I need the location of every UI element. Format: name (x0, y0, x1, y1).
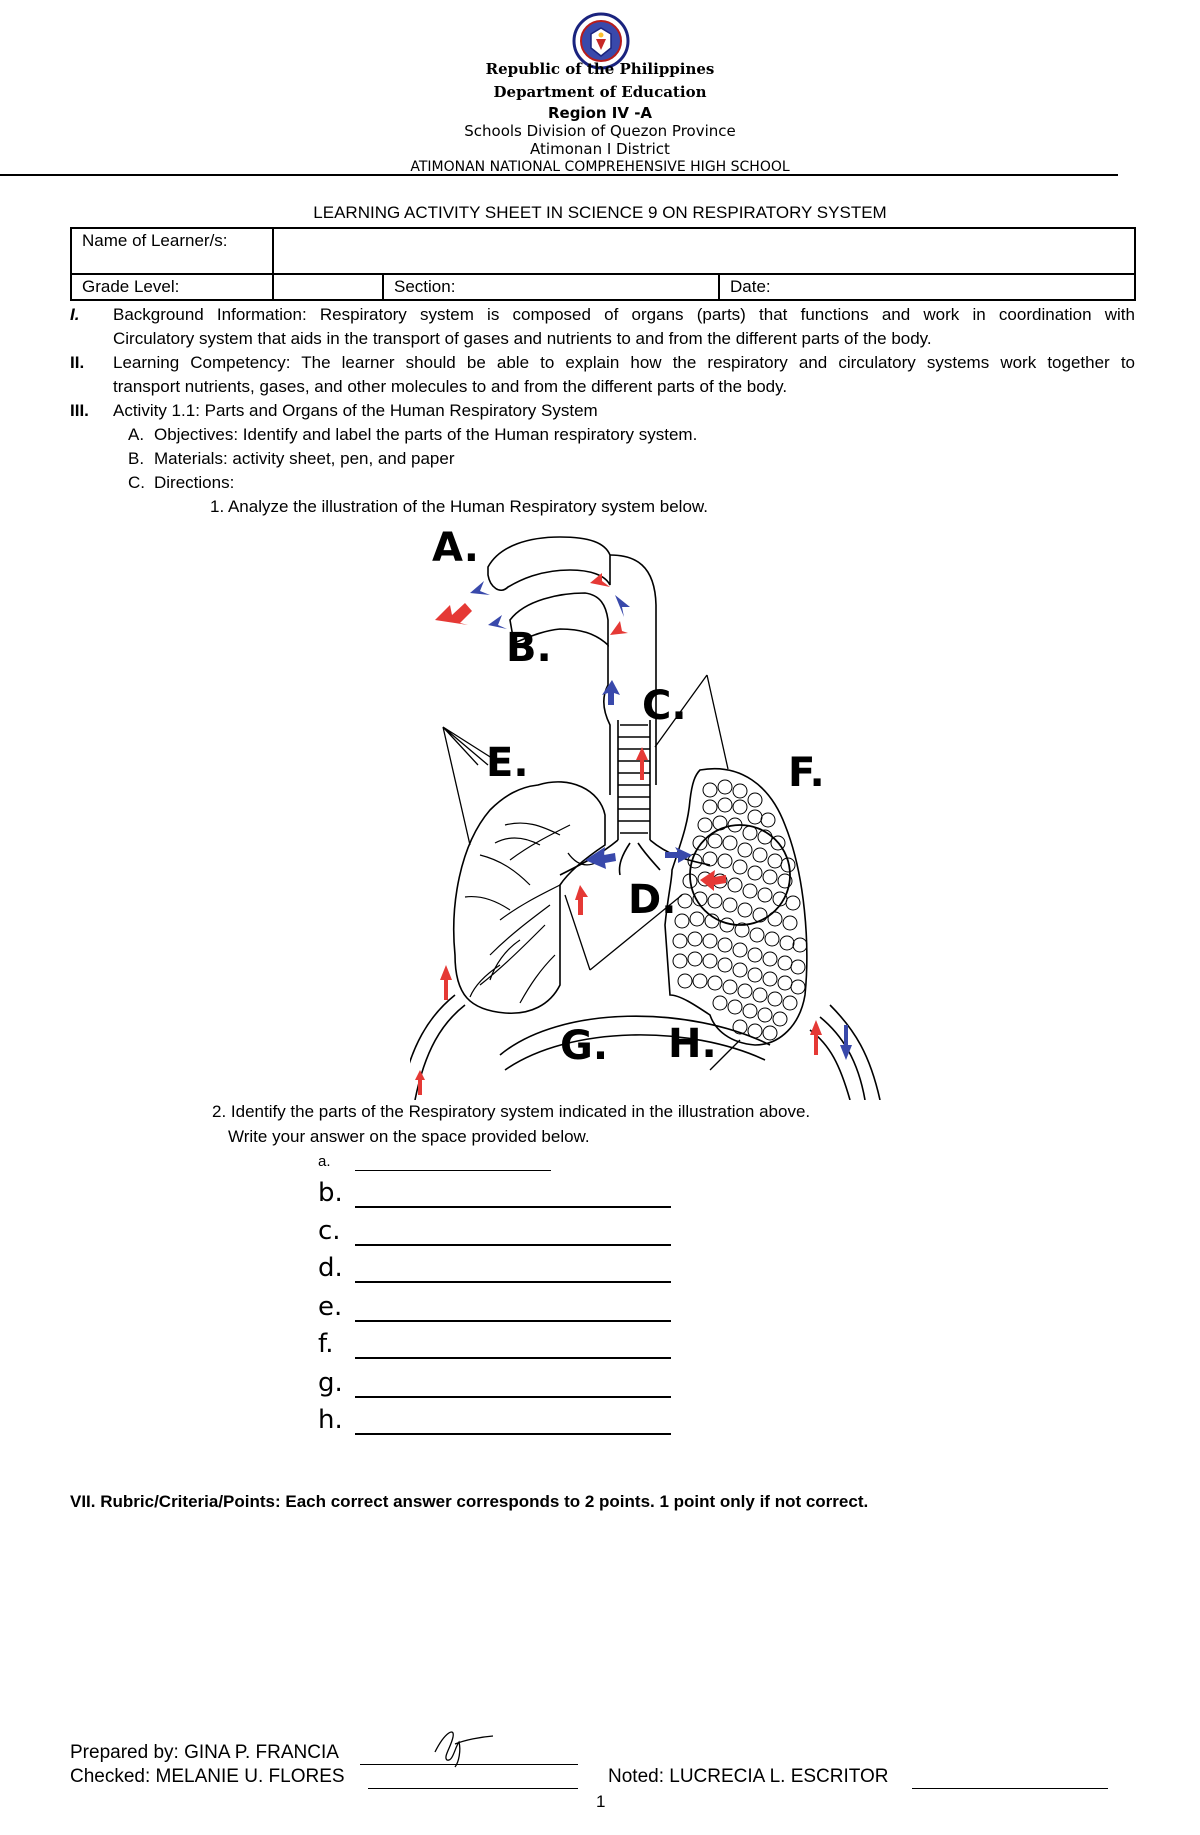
answer-line-g[interactable] (355, 1396, 671, 1398)
trachea (618, 720, 650, 840)
respiratory-system-diagram (410, 525, 890, 1100)
header-region: Region IV -A (547, 104, 653, 122)
answer-label-b: b. (318, 1178, 343, 1208)
section-label: Section: (383, 274, 719, 300)
answer-line-c[interactable] (355, 1244, 671, 1246)
checked-signature-line (368, 1788, 578, 1789)
answer-line-d[interactable] (355, 1281, 671, 1283)
diaphragm (500, 1016, 770, 1070)
section-1-line1: Background Information: Respiratory system is composed of organs (parts) that functions and work in coordination with (113, 305, 1135, 324)
noted-by: Noted: LUCRECIA L. ESCRITOR (608, 1766, 889, 1787)
answer-label-g: g. (318, 1368, 343, 1398)
header-district: Atimonan I District (530, 140, 670, 158)
alveoli (673, 780, 807, 1040)
answer-line-h[interactable] (355, 1433, 671, 1435)
diagram-label-c: C. (642, 683, 687, 729)
section-2-line2: transport nutrients, gases, and other molecules to and from the different parts of the body. (113, 377, 788, 396)
answer-line-a[interactable] (355, 1170, 551, 1171)
header-republic: Republic of the Philippines (485, 60, 715, 78)
noted-signature-line (912, 1788, 1108, 1789)
objectives-text: Objectives: Identify and label the parts of the Human respiratory system. (154, 425, 698, 444)
header-school: ATIMONAN NATIONAL COMPREHENSIVE HIGH SCHOOL (410, 159, 790, 175)
directions-text: Directions: (154, 473, 235, 492)
header-division: Schools Division of Quezon Province (464, 122, 736, 140)
step-2-line2: Write your answer on the space provided below. (228, 1127, 590, 1146)
learner-info-table (70, 227, 1136, 301)
answer-label-e: e. (318, 1292, 343, 1322)
materials-text: Materials: activity sheet, pen, and paper (154, 449, 455, 468)
diagram-label-a: A. (432, 525, 479, 571)
bronchial-tree (465, 823, 570, 1003)
step-1-text: 1. Analyze the illustration of the Human Respiratory system below. (210, 497, 708, 516)
diagram-label-b: B. (506, 625, 552, 671)
section-1-number: I. (70, 305, 80, 324)
prepared-by: Prepared by: GINA P. FRANCIA (70, 1742, 339, 1763)
page-number: 1 (596, 1792, 606, 1811)
item-c-number: C. (128, 473, 145, 492)
answer-label-a: a. (318, 1153, 331, 1170)
header-department: Department of Education (493, 83, 707, 101)
answer-line-b[interactable] (355, 1206, 671, 1208)
section-2-number: II. (70, 353, 85, 372)
header-divider (0, 174, 1118, 176)
sheet-title: LEARNING ACTIVITY SHEET IN SCIENCE 9 ON RESPIRATORY SYSTEM (313, 203, 887, 222)
alveoli-highlight-circle (690, 825, 790, 925)
section-1-line2: Circulatory system that aids in the transport of gases and nutrients to and from the different parts of the body. (113, 329, 932, 348)
section-3-title: Activity 1.1: Parts and Organs of the Human Respiratory System (113, 401, 598, 420)
diagram-label-f: F. (788, 750, 825, 796)
name-field[interactable] (273, 228, 1135, 274)
section-2-line1: Learning Competency: The learner should be able to explain how the respiratory and circulatory systems work together to (113, 353, 1135, 372)
rubric-text: VII. Rubric/Criteria/Points: Each correct answer corresponds to 2 points. 1 point only if not correct. (70, 1492, 869, 1511)
name-label: Name of Learner/s: (71, 228, 273, 274)
pharynx (604, 555, 656, 795)
grade-label: Grade Level: (71, 274, 273, 300)
answer-label-d: d. (318, 1253, 343, 1283)
answer-line-f[interactable] (355, 1357, 671, 1359)
answer-label-h: h. (318, 1405, 343, 1435)
diagram-label-g: G. (560, 1023, 609, 1069)
diagram-label-h: H. (668, 1021, 717, 1067)
rib-cage (410, 995, 880, 1100)
item-a-number: A. (128, 425, 145, 444)
answer-label-c: c. (318, 1216, 341, 1246)
section-3-number: III. (70, 401, 89, 420)
diagram-label-d: D. (628, 877, 677, 923)
answer-line-e[interactable] (355, 1320, 671, 1322)
date-label: Date: (719, 274, 1135, 300)
checked-by: Checked: MELANIE U. FLORES (70, 1766, 345, 1787)
grade-field[interactable] (273, 274, 383, 300)
item-b-number: B. (128, 449, 145, 468)
diagram-label-e: E. (486, 740, 529, 786)
answer-label-f: f. (318, 1329, 334, 1359)
signature-mark (425, 1722, 495, 1772)
step-2-line1: 2. Identify the parts of the Respiratory system indicated in the illustration above. (212, 1102, 811, 1121)
right-lung (665, 769, 807, 1045)
